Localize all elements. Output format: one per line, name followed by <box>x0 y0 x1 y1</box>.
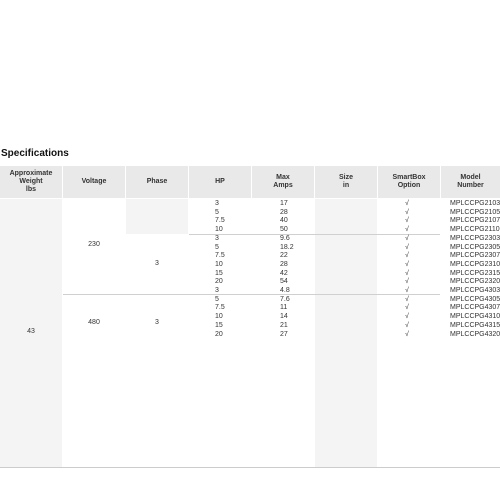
table-cell-smartbox: √ <box>405 304 409 312</box>
header-smartbox: SmartBox Option <box>378 166 440 198</box>
table-cell-model: MPLCCPG2307 <box>450 252 500 260</box>
voltage-value-1: 230 <box>88 241 100 248</box>
table-cell-model: MPLCCPG4310 <box>450 313 500 321</box>
table-cell-amps: 28 <box>280 260 288 268</box>
table-cell-hp: 5 <box>215 243 219 251</box>
table-cell-model: MPLCCPG4315 <box>450 321 500 329</box>
phase-cell-bg <box>126 199 188 234</box>
table-cell-amps: 9.6 <box>280 234 290 242</box>
table-cell-amps: 4.8 <box>280 287 290 294</box>
specifications-table <box>0 166 500 468</box>
table-cell-smartbox: √ <box>405 321 409 329</box>
table-cell-amps: 40 <box>280 217 288 225</box>
table-cell-model: MPLCCPG2105 <box>450 208 500 216</box>
table-cell-model: MPLCCPG2310 <box>450 260 500 268</box>
table-cell-hp: 3 <box>215 287 219 294</box>
weight-value: 43 <box>27 328 35 335</box>
table-cell-model: MPLCCPG2110 <box>450 226 500 234</box>
table-cell-smartbox: √ <box>405 217 409 225</box>
table-cell-model: MPLCCPG4320 <box>450 330 500 338</box>
table-cell-model: MPLCCPG4307 <box>450 304 500 312</box>
table-cell-smartbox: √ <box>405 295 409 303</box>
table-cell-smartbox: √ <box>405 208 409 216</box>
table-cell-hp: 7.5 <box>215 217 225 225</box>
table-cell-amps: 11 <box>280 304 288 312</box>
page-title: Specifications <box>1 148 69 159</box>
table-cell-hp: 7.5 <box>215 304 225 312</box>
header-model: Model Number <box>441 166 500 198</box>
table-cell-amps: 42 <box>280 269 288 277</box>
header-voltage: Voltage <box>63 166 125 198</box>
table-cell-smartbox: √ <box>405 287 409 294</box>
table-cell-amps: 27 <box>280 330 288 338</box>
table-cell-amps: 28 <box>280 208 288 216</box>
table-cell-smartbox: √ <box>405 234 409 242</box>
header-size: Size in <box>315 166 377 198</box>
table-cell-hp: 10 <box>215 226 223 234</box>
header-phase: Phase <box>126 166 188 198</box>
table-cell-smartbox: √ <box>405 260 409 268</box>
table-cell-model: MPLCCPG4305 <box>450 295 500 303</box>
size-cell-bg <box>315 199 377 468</box>
table-cell-hp: 15 <box>215 269 223 277</box>
table-cell-model: MPLCCPG2315 <box>450 269 500 277</box>
table-cell-amps: 21 <box>280 321 288 329</box>
table-cell-model: MPLCCPG2320 <box>450 278 500 286</box>
table-cell-hp: 3 <box>215 234 219 242</box>
phase-value-1: 3 <box>155 260 159 267</box>
table-cell-amps: 17 <box>280 200 288 207</box>
table-cell-smartbox: √ <box>405 226 409 234</box>
table-cell-smartbox: √ <box>405 330 409 338</box>
table-cell-hp: 3 <box>215 200 219 207</box>
table-cell-hp: 5 <box>215 295 219 303</box>
table-cell-hp: 15 <box>215 321 223 329</box>
table-cell-smartbox: √ <box>405 278 409 286</box>
row-divider <box>63 294 440 295</box>
table-cell-hp: 10 <box>215 313 223 321</box>
table-cell-amps: 7.6 <box>280 295 290 303</box>
table-cell-hp: 10 <box>215 260 223 268</box>
table-cell-hp: 5 <box>215 208 219 216</box>
table-cell-smartbox: √ <box>405 243 409 251</box>
table-cell-hp: 20 <box>215 278 223 286</box>
table-cell-hp: 7.5 <box>215 252 225 260</box>
table-cell-model: MPLCCPG2103 <box>450 200 500 207</box>
table-cell-amps: 14 <box>280 313 288 321</box>
header-max-amps: Max Amps <box>252 166 314 198</box>
table-cell-amps: 54 <box>280 278 288 286</box>
table-cell-amps: 18.2 <box>280 243 294 251</box>
table-cell-smartbox: √ <box>405 252 409 260</box>
voltage-value-3: 480 <box>88 319 100 326</box>
table-bottom-line <box>0 467 500 468</box>
table-cell-smartbox: √ <box>405 313 409 321</box>
table-cell-model: MPLCCPG2305 <box>450 243 500 251</box>
table-cell-hp: 20 <box>215 330 223 338</box>
header-weight: Approximate Weight lbs <box>0 166 62 198</box>
table-cell-amps: 22 <box>280 252 288 260</box>
table-cell-smartbox: √ <box>405 269 409 277</box>
header-hp: HP <box>189 166 251 198</box>
table-cell-model: MPLCCPG2107 <box>450 217 500 225</box>
table-cell-amps: 50 <box>280 226 288 234</box>
table-cell-smartbox: √ <box>405 200 409 207</box>
row-divider <box>189 234 440 235</box>
table-cell-model: MPLCCPG4303 <box>450 287 500 294</box>
phase-value-3: 3 <box>155 319 159 326</box>
table-cell-model: MPLCCPG2303 <box>450 234 500 242</box>
